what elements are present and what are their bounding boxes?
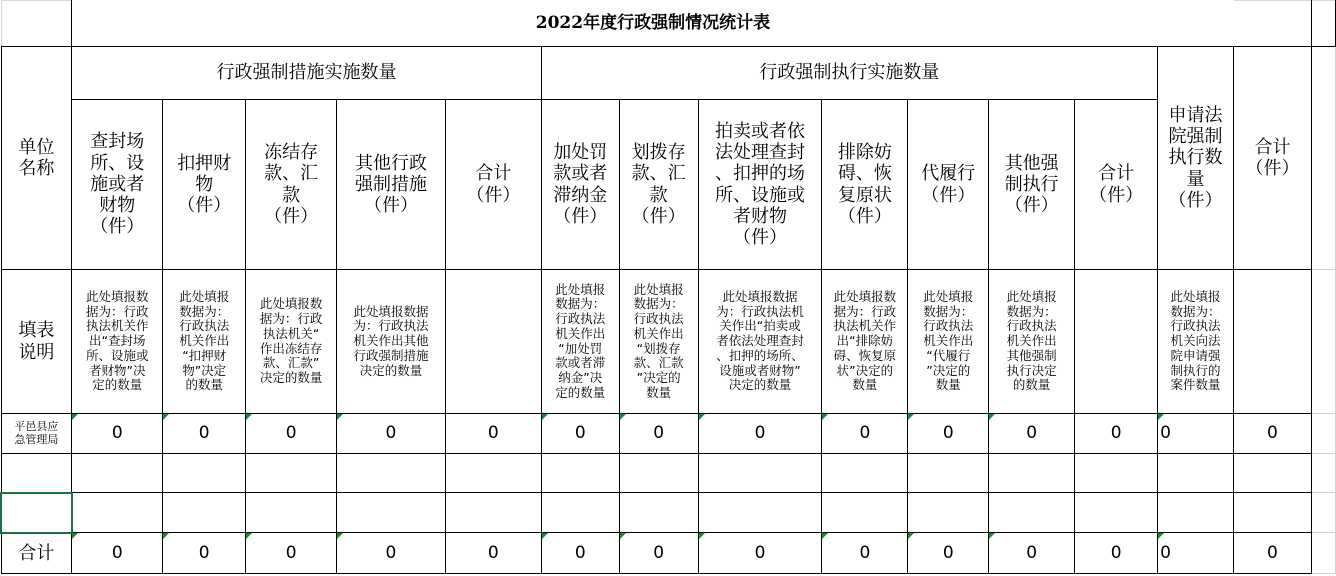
value-cell[interactable] — [698, 454, 822, 493]
value-cell[interactable]: 0 — [1158, 414, 1234, 454]
value-cell[interactable] — [1234, 493, 1312, 533]
value-cell[interactable] — [246, 454, 337, 493]
column-header: 合计 （件） — [1075, 100, 1158, 270]
total-value-cell[interactable]: 0 — [619, 533, 698, 574]
value-cell[interactable] — [337, 454, 446, 493]
value-cell[interactable] — [989, 493, 1075, 533]
column-header: 申请法 院强制 执行数 量 （件） — [1158, 47, 1234, 270]
total-value-cell[interactable]: 0 — [445, 533, 541, 574]
unit-name-cell[interactable]: 平邑县应 急管理局 — [1, 414, 72, 454]
total-value-cell[interactable]: 0 — [541, 533, 619, 574]
value-cell[interactable] — [698, 493, 822, 533]
value-cell[interactable] — [541, 454, 619, 493]
column-header: 其他强 制执行 （件） — [989, 100, 1075, 270]
value-cell[interactable]: 0 — [822, 414, 908, 454]
note-cell[interactable]: 此处填报数 据为：行政 执法机关“ 作出冻结存 款、汇款” 决定的数量 — [246, 270, 337, 414]
total-value-cell[interactable]: 0 — [908, 533, 989, 574]
value-cell[interactable] — [1158, 454, 1234, 493]
page-title: 2022年度行政强制情况统计表 — [72, 1, 1234, 47]
totals-row — [1, 533, 1336, 574]
value-cell[interactable]: 0 — [989, 414, 1075, 454]
value-cell[interactable]: 0 — [445, 414, 541, 454]
value-cell[interactable]: 0 — [337, 414, 446, 454]
column-header: 扣押财 物 （件） — [163, 100, 246, 270]
value-cell[interactable] — [163, 454, 246, 493]
note-cell[interactable]: 此处填报 数据为： 行政执法 机关向法 院申请强 制执行的 案件数量 — [1158, 270, 1234, 414]
total-value-cell[interactable]: 0 — [72, 533, 163, 574]
blank-cell[interactable] — [1311, 270, 1335, 414]
value-cell[interactable] — [1234, 454, 1312, 493]
note-cell[interactable] — [1075, 270, 1158, 414]
note-cell[interactable]: 此处填报 数据为： 行政执法 机关作出 其他强制 执行决定 的数量 — [989, 270, 1075, 414]
value-cell[interactable] — [541, 493, 619, 533]
value-cell[interactable] — [445, 454, 541, 493]
column-header: 合计 （件） — [1234, 47, 1312, 270]
value-cell[interactable]: 0 — [1234, 414, 1312, 454]
value-cell[interactable] — [246, 493, 337, 533]
value-cell[interactable] — [1075, 493, 1158, 533]
column-header: 冻结存 款、汇 款 （件） — [246, 100, 337, 270]
column-header: 划拨存 款、汇 款 （件） — [619, 100, 698, 270]
notes-row-header: 填表 说明 — [1, 270, 72, 414]
value-cell[interactable]: 0 — [908, 414, 989, 454]
note-cell[interactable]: 此处填报 数据为： 行政执法 机关作出 “代履行 ”决定的 数量 — [908, 270, 989, 414]
total-value-cell[interactable]: 0 — [246, 533, 337, 574]
column-header: 拍卖或者依 法处理查封 、扣押的场 所、设施或 者财物 （件） — [698, 100, 822, 270]
corner-cell[interactable] — [1, 1, 72, 47]
blank-cell[interactable] — [1311, 493, 1335, 533]
measures-group-header: 行政强制措施实施数量 — [72, 47, 541, 100]
total-value-cell[interactable]: 0 — [337, 533, 446, 574]
note-cell[interactable]: 此处填报数据 为：行政执法机 关作出“拍卖或 者依法处理查封 、扣押的场所、 设施或者财物” 决定的数量 — [698, 270, 822, 414]
column-header: 其他行政 强制措施 （件） — [337, 100, 446, 270]
note-cell[interactable]: 此处填报数 据为：行政 执法机关作 出“查封场 所、设施或 者财物”决 定的数量 — [72, 270, 163, 414]
blank-cell[interactable] — [1234, 1, 1312, 47]
total-value-cell[interactable]: 0 — [698, 533, 822, 574]
note-cell[interactable] — [1234, 270, 1312, 414]
column-header: 加处罚 款或者 滞纳金 （件） — [541, 100, 619, 270]
value-cell[interactable]: 0 — [1075, 414, 1158, 454]
selected-cell[interactable] — [1, 493, 72, 533]
value-cell[interactable] — [1158, 493, 1234, 533]
note-cell[interactable] — [445, 270, 541, 414]
enforcement-group-header: 行政强制执行实施数量 — [541, 47, 1157, 100]
blank-cell[interactable] — [1311, 1, 1335, 47]
value-cell[interactable]: 0 — [163, 414, 246, 454]
value-cell[interactable] — [163, 493, 246, 533]
table-row — [1, 454, 1336, 493]
value-cell[interactable]: 0 — [541, 414, 619, 454]
blank-cell[interactable] — [1311, 414, 1335, 454]
column-header: 排除妨 碍、恢 复原状 （件） — [822, 100, 908, 270]
column-header: 代履行 （件） — [908, 100, 989, 270]
value-cell[interactable]: 0 — [72, 414, 163, 454]
table-row — [1, 414, 1336, 454]
blank-cell[interactable] — [1311, 454, 1335, 493]
value-cell[interactable] — [337, 493, 446, 533]
value-cell[interactable] — [619, 493, 698, 533]
total-value-cell[interactable]: 0 — [1234, 533, 1312, 574]
total-value-cell[interactable]: 0 — [989, 533, 1075, 574]
blank-cell[interactable] — [1311, 533, 1335, 574]
column-header: 合计 （件） — [445, 100, 541, 270]
note-cell[interactable]: 此处填报数据 为：行政执法 机关作出其他 行政强制措施 决定的数量 — [337, 270, 446, 414]
note-cell[interactable]: 此处填报 数据为： 行政执法 机关作出 “划拨存 款、汇款 ”决定的 数量 — [619, 270, 698, 414]
total-value-cell[interactable]: 0 — [822, 533, 908, 574]
table-row — [1, 493, 1336, 533]
value-cell[interactable] — [1075, 454, 1158, 493]
value-cell[interactable] — [72, 493, 163, 533]
value-cell[interactable] — [908, 493, 989, 533]
total-value-cell[interactable]: 0 — [163, 533, 246, 574]
note-cell[interactable]: 此处填报 数据为： 行政执法 机关作出 “扣押财 物”决定 的数量 — [163, 270, 246, 414]
value-cell[interactable]: 0 — [698, 414, 822, 454]
value-cell[interactable] — [822, 493, 908, 533]
note-cell[interactable]: 此处填报 数据为： 行政执法 机关作出 “加处罚 款或者滞 纳金”决 定的数量 — [541, 270, 619, 414]
value-cell[interactable]: 0 — [246, 414, 337, 454]
value-cell[interactable] — [72, 454, 163, 493]
value-cell[interactable] — [908, 454, 989, 493]
value-cell[interactable] — [989, 454, 1075, 493]
unit-name-cell[interactable] — [1, 454, 72, 493]
note-cell[interactable]: 此处填报数 据为：行政 执法机关作 出“排除妨 碍、恢复原 状”决定的 数量 — [822, 270, 908, 414]
value-cell[interactable] — [822, 454, 908, 493]
blank-cell[interactable] — [1311, 47, 1335, 270]
totals-label: 合计 — [1, 533, 72, 574]
value-cell[interactable] — [619, 454, 698, 493]
unit-name-header: 单位 名称 — [1, 47, 72, 270]
column-header: 查封场 所、设 施或者 财物 （件） — [72, 100, 163, 270]
total-value-cell[interactable]: 0 — [1075, 533, 1158, 574]
value-cell[interactable]: 0 — [619, 414, 698, 454]
value-cell[interactable] — [445, 493, 541, 533]
total-value-cell[interactable]: 0 — [1158, 533, 1234, 574]
